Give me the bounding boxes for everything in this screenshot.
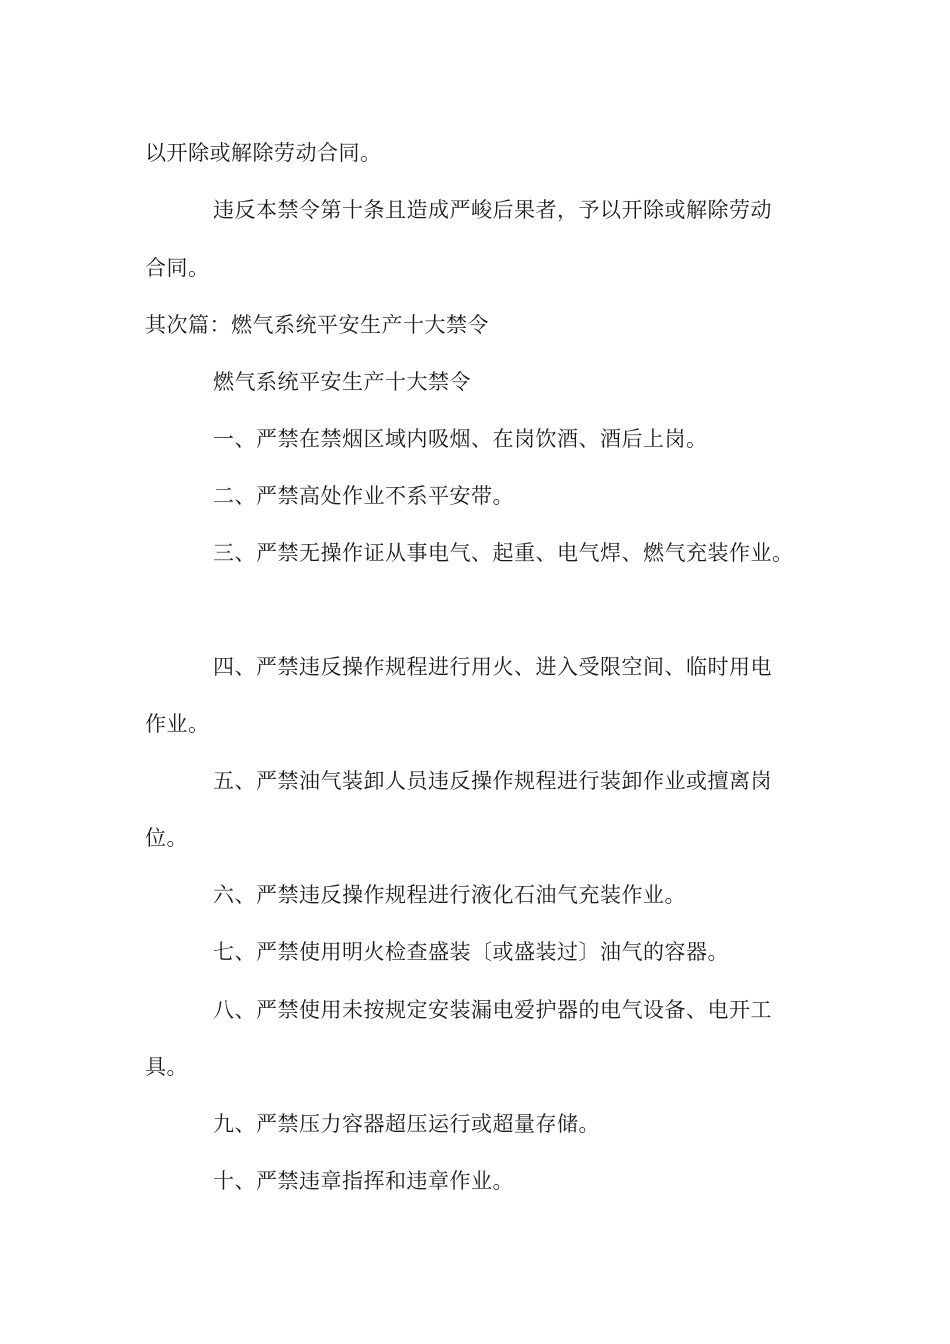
section-title: 燃气系统平安生产十大禁令 [213, 370, 471, 394]
rule-8-line-1: 八、严禁使用未按规定安装漏电爱护器的电气设备、电开工 [213, 998, 772, 1022]
rule-5-line-1: 五、严禁油气装卸人员违反操作规程进行装卸作业或擅离岗 [213, 769, 772, 793]
rule-4-line-2: 作业。 [145, 712, 210, 736]
rule-5-line-2: 位。 [145, 826, 188, 850]
rule-10: 十、严禁违章指挥和违章作业。 [213, 1169, 514, 1193]
rule-7: 七、严禁使用明火检查盛装〔或盛装过〕油气的容器。 [213, 940, 729, 964]
rule-4-line-1: 四、严禁违反操作规程进行用火、进入受限空间、临时用电 [213, 655, 772, 679]
rule-1: 一、严禁在禁烟区域内吸烟、在岗饮酒、酒后上岗。 [213, 427, 708, 451]
section-heading: 其次篇：燃气系统平安生产十大禁令 [145, 313, 489, 337]
continuation-line: 以开除或解除劳动合同。 [145, 141, 382, 165]
penalty-paragraph-line-1: 违反本禁令第十条且造成严峻后果者，予以开除或解除劳动 [213, 198, 772, 222]
penalty-paragraph-line-2: 合同。 [145, 256, 210, 280]
rule-9: 九、严禁压力容器超压运行或超量存储。 [213, 1112, 600, 1136]
rule-3: 三、严禁无操作证从事电气、起重、电气焊、燃气充装作业。 [213, 541, 794, 565]
rule-2: 二、严禁高处作业不系平安带。 [213, 484, 514, 508]
rule-8-line-2: 具。 [145, 1055, 188, 1079]
rule-6: 六、严禁违反操作规程进行液化石油气充装作业。 [213, 883, 686, 907]
